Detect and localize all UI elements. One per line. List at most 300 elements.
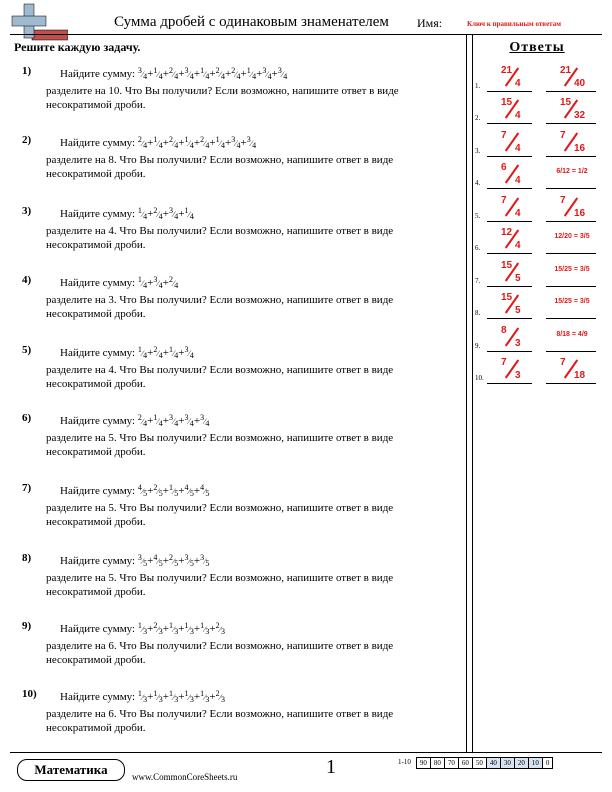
- fraction-slash: ⁄: [141, 417, 144, 426]
- fraction-numerator: 4: [153, 553, 158, 562]
- answer-denominator: 5: [515, 305, 521, 316]
- fraction-slash: ⁄: [172, 557, 175, 566]
- score-cell: 90: [416, 757, 431, 769]
- fraction-denominator: 4: [158, 141, 163, 150]
- answers-title: Ответы: [509, 40, 565, 55]
- fraction-denominator: 3: [205, 627, 210, 636]
- fraction-numerator: 1: [137, 345, 142, 354]
- instructions: Решите каждую задачу.: [14, 40, 141, 54]
- answer-row: [472, 323, 608, 353]
- fraction-slash: ⁄: [157, 487, 159, 496]
- fraction-denominator: 5: [189, 559, 194, 568]
- site-url: www.CommonCoreSheets.ru: [132, 772, 238, 782]
- fraction: [138, 64, 147, 84]
- score-cell: 80: [430, 757, 445, 769]
- plus-sign: +: [209, 68, 216, 80]
- fraction-denominator: 3: [220, 695, 225, 704]
- score-cell: 50: [472, 757, 487, 769]
- fraction-slash: ⁄: [188, 625, 190, 634]
- fraction-denominator: 5: [143, 559, 148, 568]
- fraction: [169, 204, 178, 224]
- fraction-numerator: 2: [153, 483, 158, 492]
- plus-sign: +: [162, 137, 169, 149]
- plus-sign: +: [193, 623, 201, 635]
- fraction: [200, 64, 209, 84]
- answer-fraction: [487, 193, 532, 221]
- answer-number: 2.: [475, 114, 481, 122]
- problem-number: 10): [22, 688, 37, 700]
- fraction: [153, 687, 162, 707]
- answer-fraction: [546, 63, 596, 91]
- answer-number: 8.: [475, 309, 481, 317]
- problem-number: 5): [22, 344, 32, 356]
- answer-denominator: 18: [574, 370, 586, 381]
- answer-row: [472, 128, 608, 158]
- fraction-slash: ⁄: [141, 139, 144, 148]
- fraction-slash: ⁄: [157, 349, 159, 358]
- fraction-slash: ⁄: [219, 139, 221, 148]
- fraction-numerator: 1: [153, 66, 158, 75]
- answer-number: 7.: [475, 277, 481, 285]
- problem-instruction: разделите на 4. Что Вы получили? Если возможно, напишите ответ в виде несократимой дроби.: [46, 364, 394, 390]
- fraction-slash: ⁄: [281, 70, 284, 79]
- plus-sign: +: [193, 485, 201, 497]
- fraction-slash: ⁄: [172, 625, 175, 634]
- fraction-slash: ⁄: [172, 279, 175, 288]
- fraction-slash: ⁄: [157, 693, 159, 702]
- fraction-denominator: 4: [143, 281, 148, 290]
- answer-sum: [487, 323, 532, 352]
- fraction-denominator: 4: [205, 141, 210, 150]
- score-cell: 20: [514, 757, 529, 769]
- problem-prefix: Найдите сумму:: [60, 623, 136, 635]
- fraction-numerator: 1: [137, 621, 142, 630]
- fraction-slash: ⁄: [188, 139, 190, 148]
- fraction: [138, 411, 147, 431]
- fraction-numerator: 1: [200, 621, 205, 630]
- answer-numerator: 7: [501, 195, 507, 206]
- fraction: [169, 481, 178, 501]
- fraction-numerator: 2: [215, 621, 220, 630]
- problem-number: 2): [22, 134, 32, 146]
- plus-sign: +: [209, 691, 216, 703]
- problem-prompt: [60, 64, 287, 84]
- answer-denominator: 3: [515, 370, 521, 381]
- fraction-denominator: 4: [174, 141, 179, 150]
- answer-numerator: 15: [560, 97, 572, 108]
- fraction-slash: ⁄: [188, 349, 190, 358]
- answer-numerator: 8: [501, 325, 507, 336]
- fraction-slash: ⁄: [141, 349, 144, 358]
- fraction: [200, 687, 209, 707]
- fraction-denominator: 4: [252, 141, 257, 150]
- answer-quotient: [546, 323, 596, 352]
- plus-sign: +: [147, 137, 154, 149]
- fraction-denominator: 4: [236, 141, 241, 150]
- answer-numerator: 7: [501, 357, 507, 368]
- answer-row: [472, 193, 608, 223]
- problem-instruction: разделите на 5. Что Вы получили? Если возможно, напишите ответ в виде несократимой дроби.: [46, 572, 394, 598]
- fraction: [153, 619, 162, 639]
- fraction-slash: ⁄: [141, 487, 144, 496]
- fraction-slash: ⁄: [204, 625, 206, 634]
- problem-number: 1): [22, 65, 32, 77]
- fraction-slash: ⁄: [188, 417, 190, 426]
- fraction-slash: ⁄: [204, 693, 206, 702]
- fraction: [185, 551, 194, 571]
- plus-sign: +: [178, 137, 185, 149]
- fraction-numerator: 2: [137, 135, 142, 144]
- fraction-numerator: 3: [153, 275, 158, 284]
- fraction-numerator: 3: [231, 135, 236, 144]
- answer-quotient: [546, 128, 596, 157]
- fraction: [247, 133, 256, 153]
- answer-fraction: [487, 355, 532, 383]
- plus-sign: +: [162, 415, 169, 427]
- fraction-slash: ⁄: [157, 210, 159, 219]
- fraction-numerator: 1: [137, 275, 142, 284]
- problem-instruction: разделите на 6. Что Вы получили? Если возможно, напишите ответ в виде несократимой дроби.: [46, 640, 394, 666]
- fraction-numerator: 2: [168, 135, 173, 144]
- problem-prefix: Найдите сумму:: [60, 485, 136, 497]
- fraction: [138, 619, 147, 639]
- fraction-numerator: 1: [168, 689, 173, 698]
- fraction: [153, 343, 162, 363]
- answer-numerator: 12: [501, 227, 513, 238]
- name-label: Имя:: [417, 16, 443, 30]
- plus-sign: +: [147, 555, 154, 567]
- fraction-numerator: 1: [168, 621, 173, 630]
- answer-quotient: [546, 258, 596, 287]
- plus-sign: +: [162, 208, 169, 220]
- problem-prefix: Найдите сумму:: [60, 415, 136, 427]
- answer-quotient: [546, 355, 596, 384]
- header-rule: [10, 34, 602, 35]
- fraction: [153, 273, 162, 293]
- answer-sum: [487, 160, 532, 189]
- plus-sign: +: [162, 68, 169, 80]
- fraction-slash: ⁄: [188, 487, 190, 496]
- fraction-numerator: 3: [184, 345, 189, 354]
- plus-sign: +: [256, 68, 263, 80]
- fraction: [216, 133, 225, 153]
- fraction-denominator: 3: [174, 695, 179, 704]
- problem-prefix: Найдите сумму:: [60, 68, 136, 80]
- answer-sum: [487, 290, 532, 319]
- plus-sign: +: [193, 691, 201, 703]
- fraction: [185, 687, 194, 707]
- fraction-denominator: 4: [158, 281, 163, 290]
- fraction-numerator: 1: [137, 206, 142, 215]
- answer-sum: [487, 63, 532, 92]
- fraction-denominator: 4: [158, 72, 163, 81]
- fraction-numerator: 3: [200, 553, 205, 562]
- fraction-denominator: 4: [267, 72, 272, 81]
- fraction-slash: ⁄: [172, 693, 175, 702]
- plus-sign: +: [178, 555, 185, 567]
- fraction: [138, 204, 147, 224]
- fraction: [185, 133, 194, 153]
- fraction-slash: ⁄: [219, 693, 221, 702]
- fraction: [185, 204, 194, 224]
- fraction-denominator: 4: [174, 281, 179, 290]
- fraction-numerator: 2: [215, 689, 220, 698]
- answer-quotient: [546, 225, 596, 254]
- plus-sign: +: [147, 415, 154, 427]
- fraction-slash: ⁄: [157, 625, 159, 634]
- fraction: [200, 481, 209, 501]
- answer-simplified: 15/25 = 3/5: [554, 266, 590, 273]
- fraction-slash: ⁄: [250, 70, 253, 79]
- fraction-slash: ⁄: [204, 417, 206, 426]
- answer-row: [472, 160, 608, 190]
- score-range-label: 1-10: [398, 758, 411, 766]
- answer-number: 5.: [475, 212, 481, 220]
- fraction-slash: ⁄: [204, 70, 206, 79]
- fraction-slash: ⁄: [235, 139, 237, 148]
- answer-sum: [487, 225, 532, 254]
- answer-quotient: [546, 290, 596, 319]
- fraction-slash: ⁄: [141, 557, 144, 566]
- fraction-denominator: 5: [174, 559, 179, 568]
- fraction: [200, 551, 209, 571]
- answer-denominator: 4: [515, 78, 521, 89]
- fraction-denominator: 4: [143, 141, 148, 150]
- plus-sign: +: [147, 691, 154, 703]
- answer-simplified: 15/25 = 3/5: [554, 298, 590, 305]
- fraction-numerator: 3: [184, 553, 189, 562]
- fraction-denominator: 4: [189, 212, 194, 221]
- fraction-slash: ⁄: [141, 70, 144, 79]
- plus-sign: +: [178, 347, 185, 359]
- score-table: [396, 757, 553, 769]
- math-plus-logo-icon: [10, 2, 68, 42]
- plus-sign: +: [147, 623, 154, 635]
- fraction-denominator: 3: [174, 627, 179, 636]
- answer-fraction: [546, 128, 596, 156]
- fraction-slash: ⁄: [204, 487, 206, 496]
- plus-sign: +: [178, 485, 185, 497]
- plus-sign: +: [147, 68, 154, 80]
- answer-fraction: [487, 225, 532, 253]
- fraction-numerator: 1: [246, 66, 251, 75]
- fraction: [153, 411, 162, 431]
- score-cell: 70: [444, 757, 459, 769]
- fraction: [169, 343, 178, 363]
- problem-instruction: разделите на 6. Что Вы получили? Если возможно, напишите ответ в виде несократимой дроби.: [46, 708, 394, 734]
- fraction-denominator: 5: [189, 489, 194, 498]
- fraction: [200, 619, 209, 639]
- answer-number: 1.: [475, 82, 481, 90]
- answer-row: [472, 95, 608, 125]
- fraction-slash: ⁄: [157, 279, 159, 288]
- fraction-denominator: 4: [174, 351, 179, 360]
- answer-key-label: Ключ к правильным ответам: [467, 20, 561, 28]
- fraction-denominator: 4: [283, 72, 288, 81]
- fraction-numerator: 1: [153, 135, 158, 144]
- plus-sign: +: [224, 137, 232, 149]
- answer-denominator: 32: [574, 110, 586, 121]
- answer-fraction: [546, 95, 596, 123]
- fraction-numerator: 2: [168, 553, 173, 562]
- problem-instruction: разделите на 4. Что Вы получили? Если возможно, напишите ответ в виде несократимой дроби.: [46, 225, 394, 251]
- fraction: [185, 343, 194, 363]
- answer-quotient: [546, 160, 596, 189]
- answer-sum: [487, 95, 532, 124]
- fraction-numerator: 1: [168, 345, 173, 354]
- answer-fraction: [487, 128, 532, 156]
- fraction: [185, 619, 194, 639]
- answer-quotient: [546, 193, 596, 222]
- fraction-slash: ⁄: [266, 70, 268, 79]
- problem-instruction: разделите на 5. Что Вы получили? Если возможно, напишите ответ в виде несократимой дроби.: [46, 502, 394, 528]
- answer-row: [472, 355, 608, 385]
- fraction-numerator: 3: [277, 66, 282, 75]
- plus-sign: +: [193, 137, 201, 149]
- fraction-denominator: 4: [236, 72, 241, 81]
- fraction-denominator: 4: [143, 212, 148, 221]
- problem-prefix: Найдите сумму:: [60, 137, 136, 149]
- answer-simplified: 6/12 = 1/2: [556, 168, 588, 175]
- fraction: [153, 481, 162, 501]
- answer-denominator: 3: [515, 338, 521, 349]
- plus-sign: +: [178, 68, 185, 80]
- fraction-denominator: 4: [158, 419, 163, 428]
- plus-sign: +: [193, 68, 201, 80]
- answer-numerator: 15: [501, 97, 513, 108]
- problem-prefix: Найдите сумму:: [60, 277, 136, 289]
- fraction-slash: ⁄: [172, 487, 175, 496]
- problem-prompt: [60, 133, 256, 153]
- fraction-denominator: 5: [143, 489, 148, 498]
- answer-number: 4.: [475, 179, 481, 187]
- fraction-denominator: 3: [189, 695, 194, 704]
- fraction-slash: ⁄: [172, 139, 175, 148]
- answer-denominator: 4: [515, 208, 521, 219]
- fraction-denominator: 4: [174, 212, 179, 221]
- fraction-slash: ⁄: [219, 70, 221, 79]
- fraction: [200, 411, 209, 431]
- fraction-numerator: 2: [168, 275, 173, 284]
- fraction-slash: ⁄: [141, 625, 144, 634]
- plus-sign: +: [209, 623, 216, 635]
- fraction: [169, 133, 178, 153]
- fraction-numerator: 3: [168, 413, 173, 422]
- fraction-denominator: 4: [205, 72, 210, 81]
- fraction: [185, 411, 194, 431]
- fraction-denominator: 3: [220, 627, 225, 636]
- fraction-denominator: 3: [205, 695, 210, 704]
- fraction: [138, 273, 147, 293]
- answer-numerator: 7: [560, 195, 566, 206]
- fraction: [185, 64, 194, 84]
- plus-sign: +: [162, 277, 169, 289]
- plus-sign: +: [209, 137, 216, 149]
- problem-prompt: [60, 204, 194, 224]
- fraction-slash: ⁄: [204, 139, 206, 148]
- fraction-numerator: 1: [200, 689, 205, 698]
- fraction-numerator: 2: [137, 413, 142, 422]
- problem-number: 3): [22, 205, 32, 217]
- problem-instruction: разделите на 5. Что Вы получили? Если возможно, напишите ответ в виде несократимой дроби.: [46, 432, 394, 458]
- fraction-slash: ⁄: [188, 693, 190, 702]
- fraction-numerator: 3: [184, 413, 189, 422]
- fraction-numerator: 3: [200, 413, 205, 422]
- fraction: [231, 64, 240, 84]
- answer-denominator: 40: [574, 78, 586, 89]
- fraction: [247, 64, 256, 84]
- fraction-slash: ⁄: [188, 70, 190, 79]
- fraction-numerator: 3: [262, 66, 267, 75]
- answer-sum: [487, 355, 532, 384]
- fraction-numerator: 3: [168, 206, 173, 215]
- fraction-denominator: 4: [252, 72, 257, 81]
- score-cell: 40: [486, 757, 501, 769]
- answer-number: 3.: [475, 147, 481, 155]
- fraction-numerator: 2: [153, 345, 158, 354]
- fraction-numerator: 1: [184, 621, 189, 630]
- fraction-numerator: 2: [200, 135, 205, 144]
- score-cell: 30: [500, 757, 515, 769]
- fraction-denominator: 4: [158, 212, 163, 221]
- answer-numerator: 15: [501, 260, 513, 271]
- fraction-denominator: 3: [189, 627, 194, 636]
- problem-number: 9): [22, 620, 32, 632]
- answer-number: 6.: [475, 244, 481, 252]
- problem-prompt: [60, 411, 209, 431]
- fraction-numerator: 1: [184, 206, 189, 215]
- problem-prefix: Найдите сумму:: [60, 208, 136, 220]
- fraction-numerator: 3: [184, 66, 189, 75]
- fraction: [216, 619, 225, 639]
- footer-rule: [10, 752, 602, 753]
- fraction-slash: ⁄: [157, 417, 159, 426]
- fraction-denominator: 4: [143, 351, 148, 360]
- problem-prompt: [60, 687, 225, 707]
- answer-denominator: 5: [515, 273, 521, 284]
- answer-simplified: 12/20 = 3/5: [554, 233, 590, 240]
- fraction: [231, 133, 240, 153]
- fraction-numerator: 1: [215, 135, 220, 144]
- fraction-slash: ⁄: [141, 210, 144, 219]
- fraction-numerator: 1: [153, 689, 158, 698]
- fraction-denominator: 4: [143, 419, 148, 428]
- answer-numerator: 7: [501, 130, 507, 141]
- answer-denominator: 4: [515, 175, 521, 186]
- fraction-numerator: 1: [200, 66, 205, 75]
- fraction-numerator: 2: [153, 621, 158, 630]
- answer-fraction: [487, 258, 532, 286]
- fraction-slash: ⁄: [172, 70, 175, 79]
- fraction: [169, 687, 178, 707]
- plus-sign: +: [240, 137, 247, 149]
- answer-denominator: 4: [515, 240, 521, 251]
- fraction-numerator: 4: [137, 483, 142, 492]
- problem-prompt: [60, 619, 225, 639]
- answer-simplified: 8/18 = 4/9: [556, 331, 588, 338]
- answer-numerator: 21: [560, 65, 572, 76]
- fraction-denominator: 4: [220, 72, 225, 81]
- answer-fraction: [546, 355, 596, 383]
- problem-prompt: [60, 551, 209, 571]
- fraction-slash: ⁄: [188, 210, 190, 219]
- fraction-numerator: 4: [184, 483, 189, 492]
- plus-sign: +: [193, 415, 201, 427]
- fraction-denominator: 4: [189, 72, 194, 81]
- answer-denominator: 4: [515, 143, 521, 154]
- answer-quotient: [546, 95, 596, 124]
- fraction: [153, 133, 162, 153]
